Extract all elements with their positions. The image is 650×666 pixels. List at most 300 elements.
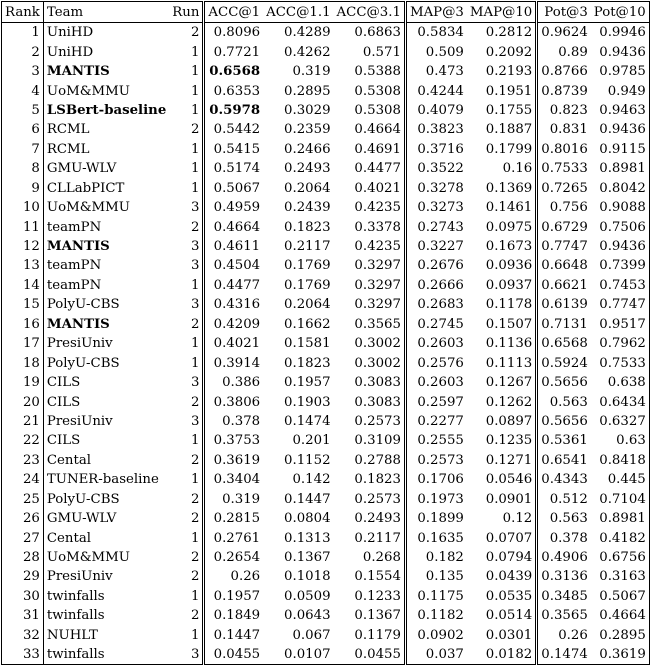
cell-run: 2: [169, 217, 204, 236]
cell-pot10: 0.8418: [591, 451, 649, 470]
cell-pot10: 0.6756: [591, 548, 649, 567]
results-table-body: [2, 23, 650, 665]
cell-run: 1: [169, 276, 204, 295]
cell-team: UniHD: [46, 25, 94, 41]
cell-team: teamPN: [46, 277, 102, 293]
cell-acc11: 0.2895: [284, 83, 331, 99]
cell-acc11: 0.201: [292, 433, 331, 449]
cell-run: 2: [169, 606, 204, 625]
cell-pot3: 0.3136: [537, 567, 591, 586]
cell-acc11: 0.142: [292, 472, 331, 488]
cell-acc1: 0.1849: [204, 606, 263, 625]
cell-map3: 0.2676: [405, 256, 466, 275]
cell-map10: 0.0439: [467, 567, 537, 586]
cell-team: RCML: [46, 141, 90, 157]
cell-pot10: 0.8981: [591, 159, 649, 178]
cell-pot10: 0.4664: [591, 606, 649, 625]
cell-acc1: 0.6353: [204, 81, 263, 100]
cell-pot10: 0.9517: [591, 315, 649, 334]
cell-acc1: 0.4959: [204, 198, 263, 217]
cell-map3: 0.3716: [405, 140, 466, 159]
cell-acc31: 0.2573: [334, 412, 406, 431]
cell-run: 1: [169, 353, 204, 372]
cell-acc31: 0.4477: [334, 159, 406, 178]
cell-map10: 0.2193: [467, 62, 537, 81]
cell-rank: 8: [2, 159, 44, 178]
cell-acc31: 0.3083: [334, 392, 406, 411]
cell-map10: 0.0897: [467, 412, 537, 431]
cell-acc1: 0.4209: [204, 315, 263, 334]
cell-map10: 0.1136: [467, 334, 537, 353]
cell-pot10: 0.7747: [591, 295, 649, 314]
cell-acc1: 0.3914: [204, 353, 263, 372]
cell-map10: 0.2092: [467, 42, 537, 61]
cell-run: 2: [169, 567, 204, 586]
cell-run: 1: [169, 140, 204, 159]
table-row: [2, 81, 650, 100]
cell-rank: 9: [2, 179, 44, 198]
table-row: [2, 276, 650, 295]
cell-acc31: 0.1233: [334, 587, 406, 606]
cell-pot3: 0.6648: [537, 256, 591, 275]
cell-run: 1: [169, 334, 204, 353]
cell-acc31: 0.3002: [334, 353, 406, 372]
cell-team: LSBert-baseline: [46, 102, 167, 118]
table-row: [2, 470, 650, 489]
cell-acc1: 0.386: [204, 373, 263, 392]
cell-team: PresiUniv: [46, 336, 113, 352]
table-row: [2, 548, 650, 567]
cell-acc1: 0.4504: [204, 256, 263, 275]
cell-acc31: 0.3297: [334, 295, 406, 314]
cell-rank: 32: [2, 626, 44, 645]
cell-acc31: 0.4235: [334, 237, 406, 256]
cell-map3: 0.3823: [405, 120, 466, 139]
cell-team: RCML: [46, 122, 90, 138]
cell-acc11: 0.0804: [284, 511, 331, 527]
cell-rank: 30: [2, 587, 44, 606]
table-row: [2, 451, 650, 470]
cell-map3: 0.037: [405, 645, 466, 665]
cell-run: 3: [169, 412, 204, 431]
cell-run: 1: [169, 587, 204, 606]
cell-team: teamPN: [46, 219, 102, 235]
cell-map3: 0.509: [405, 42, 466, 61]
cell-team: GMU-WLV: [46, 161, 117, 177]
cell-pot3: 0.5361: [537, 431, 591, 450]
cell-map3: 0.4244: [405, 81, 466, 100]
cell-map10: 0.1461: [467, 198, 537, 217]
cell-pot10: 0.9436: [591, 237, 649, 256]
cell-map3: 0.5834: [405, 23, 466, 43]
cell-map10: 0.0535: [467, 587, 537, 606]
cell-acc1: 0.3619: [204, 451, 263, 470]
cell-rank: 25: [2, 490, 44, 509]
table-row: [2, 101, 650, 120]
cell-run: 2: [169, 451, 204, 470]
cell-rank: 18: [2, 353, 44, 372]
cell-map10: 0.1113: [467, 353, 537, 372]
cell-team: CILS: [46, 433, 81, 449]
cell-pot10: 0.9088: [591, 198, 649, 217]
table-row: [2, 237, 650, 256]
cell-run: 1: [169, 159, 204, 178]
cell-map10: 0.16: [467, 159, 537, 178]
cell-rank: 2: [2, 42, 44, 61]
cell-map3: 0.3273: [405, 198, 466, 217]
table-row: [2, 353, 650, 372]
cell-run: 2: [169, 392, 204, 411]
cell-pot3: 0.8739: [537, 81, 591, 100]
cell-map10: 0.1507: [467, 315, 537, 334]
header-acc31: ACC@3.1: [334, 2, 406, 23]
cell-run: 1: [169, 42, 204, 61]
cell-map10: 0.1178: [467, 295, 537, 314]
cell-acc31: 0.3002: [334, 334, 406, 353]
cell-pot3: 0.7533: [537, 159, 591, 178]
cell-pot10: 0.9946: [591, 23, 649, 43]
table-row: [2, 159, 650, 178]
cell-acc11: 0.1769: [284, 258, 331, 274]
cell-pot3: 0.26: [537, 626, 591, 645]
cell-pot10: 0.9463: [591, 101, 649, 120]
cell-run: 3: [169, 237, 204, 256]
cell-acc1: 0.4611: [204, 237, 263, 256]
cell-team: MANTIS: [46, 239, 110, 255]
cell-pot10: 0.9436: [591, 120, 649, 139]
cell-pot10: 0.3163: [591, 567, 649, 586]
cell-map10: 0.1755: [467, 101, 537, 120]
cell-acc31: 0.0455: [334, 645, 406, 665]
cell-pot3: 0.6568: [537, 334, 591, 353]
table-row: [2, 567, 650, 586]
table-row: [2, 626, 650, 645]
cell-acc1: 0.319: [204, 490, 263, 509]
cell-rank: 4: [2, 81, 44, 100]
cell-map3: 0.1899: [405, 509, 466, 528]
cell-map10: 0.12: [467, 509, 537, 528]
cell-acc11: 0.1823: [284, 355, 331, 371]
cell-pot3: 0.563: [537, 509, 591, 528]
cell-pot3: 0.756: [537, 198, 591, 217]
cell-run: 1: [169, 81, 204, 100]
cell-pot3: 0.6621: [537, 276, 591, 295]
cell-acc11: 0.0509: [284, 588, 331, 604]
cell-pot3: 0.5924: [537, 353, 591, 372]
cell-acc1: 0.5174: [204, 159, 263, 178]
cell-pot3: 0.831: [537, 120, 591, 139]
cell-map10: 0.0901: [467, 490, 537, 509]
cell-acc11: 0.1367: [284, 550, 331, 566]
cell-pot3: 0.8766: [537, 62, 591, 81]
cell-acc31: 0.3565: [334, 315, 406, 334]
cell-run: 3: [169, 295, 204, 314]
cell-pot3: 0.5656: [537, 373, 591, 392]
cell-acc11: 0.1018: [284, 569, 331, 585]
cell-acc1: 0.3753: [204, 431, 263, 450]
cell-pot3: 0.823: [537, 101, 591, 120]
cell-rank: 33: [2, 645, 44, 665]
cell-pot3: 0.1474: [537, 645, 591, 665]
table-row: [2, 315, 650, 334]
cell-acc11: 0.2117: [284, 239, 331, 255]
cell-map10: 0.1799: [467, 140, 537, 159]
cell-team: UoM&MMU: [46, 550, 130, 566]
cell-map3: 0.2745: [405, 315, 466, 334]
cell-team: NUHLT: [46, 627, 98, 643]
cell-team: UoM&MMU: [46, 83, 130, 99]
cell-map3: 0.1973: [405, 490, 466, 509]
table-row: [2, 645, 650, 665]
cell-map3: 0.2555: [405, 431, 466, 450]
cell-team: teamPN: [46, 258, 102, 274]
cell-acc1: 0.5415: [204, 140, 263, 159]
cell-pot3: 0.3485: [537, 587, 591, 606]
cell-pot3: 0.7131: [537, 315, 591, 334]
cell-map10: 0.1951: [467, 81, 537, 100]
cell-pot3: 0.4343: [537, 470, 591, 489]
table-row: [2, 392, 650, 411]
cell-rank: 22: [2, 431, 44, 450]
cell-team: PolyU-CBS: [46, 297, 120, 313]
cell-run: 1: [169, 470, 204, 489]
table-row: [2, 490, 650, 509]
header-team: Team: [43, 2, 169, 23]
table-row: [2, 179, 650, 198]
cell-rank: 6: [2, 120, 44, 139]
cell-map3: 0.2603: [405, 373, 466, 392]
cell-acc11: 0.2064: [284, 297, 331, 313]
cell-map10: 0.0707: [467, 528, 537, 547]
table-row: [2, 587, 650, 606]
cell-rank: 17: [2, 334, 44, 353]
cell-rank: 29: [2, 567, 44, 586]
cell-pot3: 0.4906: [537, 548, 591, 567]
cell-acc11: 0.2359: [284, 122, 331, 138]
cell-pot10: 0.8042: [591, 179, 649, 198]
cell-map10: 0.0514: [467, 606, 537, 625]
cell-team: Cental: [46, 452, 92, 468]
cell-pot10: 0.2895: [591, 626, 649, 645]
cell-acc1: 0.8096: [204, 23, 263, 43]
cell-rank: 5: [2, 101, 44, 120]
cell-map10: 0.1369: [467, 179, 537, 198]
cell-team: GMU-WLV: [46, 511, 117, 527]
cell-run: 2: [169, 315, 204, 334]
cell-acc31: 0.5388: [334, 62, 406, 81]
header-acc11: ACC@1.1: [263, 2, 333, 23]
cell-acc31: 0.3297: [334, 256, 406, 275]
cell-map10: 0.0936: [467, 256, 537, 275]
cell-pot10: 0.7453: [591, 276, 649, 295]
cell-acc31: 0.5308: [334, 81, 406, 100]
table-row: [2, 140, 650, 159]
cell-team: PolyU-CBS: [46, 355, 120, 371]
cell-run: 3: [169, 256, 204, 275]
cell-acc1: 0.6568: [204, 62, 263, 81]
cell-acc1: 0.2815: [204, 509, 263, 528]
table-row: [2, 217, 650, 236]
table-row: [2, 295, 650, 314]
header-pot10: Pot@10: [591, 2, 649, 23]
cell-run: 2: [169, 548, 204, 567]
cell-rank: 24: [2, 470, 44, 489]
cell-acc1: 0.3806: [204, 392, 263, 411]
cell-rank: 3: [2, 62, 44, 81]
cell-acc11: 0.2466: [284, 141, 331, 157]
cell-pot10: 0.7533: [591, 353, 649, 372]
cell-map10: 0.1887: [467, 120, 537, 139]
cell-pot10: 0.9115: [591, 140, 649, 159]
cell-map3: 0.2603: [405, 334, 466, 353]
cell-run: 2: [169, 23, 204, 43]
cell-map3: 0.2597: [405, 392, 466, 411]
cell-rank: 13: [2, 256, 44, 275]
cell-acc11: 0.1581: [284, 336, 331, 352]
cell-map3: 0.0902: [405, 626, 466, 645]
cell-team: PolyU-CBS: [46, 491, 120, 507]
cell-acc31: 0.1554: [334, 567, 406, 586]
cell-acc11: 0.2064: [284, 180, 331, 196]
cell-acc31: 0.3083: [334, 373, 406, 392]
cell-map3: 0.2683: [405, 295, 466, 314]
cell-acc11: 0.4289: [284, 25, 331, 41]
cell-run: 1: [169, 431, 204, 450]
cell-map3: 0.473: [405, 62, 466, 81]
cell-acc31: 0.268: [334, 548, 406, 567]
table-row: [2, 198, 650, 217]
table-row: [2, 62, 650, 81]
table-row: [2, 23, 650, 43]
cell-acc31: 0.2493: [334, 509, 406, 528]
cell-pot10: 0.5067: [591, 587, 649, 606]
cell-pot3: 0.563: [537, 392, 591, 411]
cell-map3: 0.1706: [405, 470, 466, 489]
cell-rank: 11: [2, 217, 44, 236]
cell-acc11: 0.0107: [263, 645, 333, 665]
cell-acc11: 0.1152: [284, 452, 331, 468]
cell-map10: 0.1673: [467, 237, 537, 256]
cell-run: 2: [169, 120, 204, 139]
table-row: [2, 412, 650, 431]
cell-acc1: 0.2654: [204, 548, 263, 567]
cell-pot3: 0.7265: [537, 179, 591, 198]
cell-acc1: 0.4316: [204, 295, 263, 314]
cell-pot10: 0.7962: [591, 334, 649, 353]
cell-pot10: 0.9785: [591, 62, 649, 81]
header-run: Run: [169, 2, 204, 23]
cell-pot3: 0.378: [537, 528, 591, 547]
table-row: [2, 431, 650, 450]
cell-map10: 0.0975: [467, 217, 537, 236]
cell-acc31: 0.4235: [334, 198, 406, 217]
cell-run: 1: [169, 62, 204, 81]
cell-map3: 0.1175: [405, 587, 466, 606]
table-row: [2, 606, 650, 625]
cell-acc31: 0.3109: [334, 431, 406, 450]
cell-acc1: 0.5067: [204, 179, 263, 198]
cell-map10: 0.0301: [467, 626, 537, 645]
cell-pot10: 0.7104: [591, 490, 649, 509]
cell-acc31: 0.2573: [334, 490, 406, 509]
cell-acc11: 0.1823: [284, 219, 331, 235]
cell-acc1: 0.4021: [204, 334, 263, 353]
cell-rank: 26: [2, 509, 44, 528]
cell-map3: 0.2743: [405, 217, 466, 236]
cell-team: PresiUniv: [46, 569, 113, 585]
cell-rank: 28: [2, 548, 44, 567]
cell-pot10: 0.949: [591, 81, 649, 100]
cell-team: UoM&MMU: [46, 200, 130, 216]
cell-acc31: 0.5308: [334, 101, 406, 120]
cell-acc1: 0.7721: [204, 42, 263, 61]
cell-acc11: 0.4262: [284, 44, 331, 60]
header-map10: MAP@10: [467, 2, 537, 23]
cell-map10: 0.1235: [467, 431, 537, 450]
cell-pot10: 0.638: [591, 373, 649, 392]
table-row: [2, 334, 650, 353]
cell-run: 2: [169, 509, 204, 528]
cell-acc1: 0.4664: [204, 217, 263, 236]
cell-pot3: 0.6139: [537, 295, 591, 314]
cell-pot3: 0.6541: [537, 451, 591, 470]
cell-rank: 27: [2, 528, 44, 547]
cell-pot3: 0.5656: [537, 412, 591, 431]
cell-map3: 0.2573: [405, 451, 466, 470]
cell-pot3: 0.8016: [537, 140, 591, 159]
cell-acc1: 0.4477: [204, 276, 263, 295]
cell-team: twinfalls: [46, 608, 105, 624]
table-row: [2, 528, 650, 547]
cell-acc11: 0.2493: [284, 161, 331, 177]
cell-run: 3: [169, 645, 204, 665]
cell-acc31: 0.2788: [334, 451, 406, 470]
cell-acc31: 0.1179: [334, 626, 406, 645]
header-pot3: Pot@3: [537, 2, 591, 23]
cell-map3: 0.4079: [405, 101, 466, 120]
cell-team: Cental: [46, 530, 92, 546]
cell-rank: 16: [2, 315, 44, 334]
cell-pot3: 0.6729: [537, 217, 591, 236]
cell-map10: 0.1271: [467, 451, 537, 470]
cell-acc31: 0.4664: [334, 120, 406, 139]
cell-acc1: 0.5442: [204, 120, 263, 139]
header-acc1: ACC@1: [204, 2, 263, 23]
cell-map3: 0.1182: [405, 606, 466, 625]
cell-run: 3: [169, 198, 204, 217]
cell-map10: 0.1267: [467, 373, 537, 392]
cell-map10: 0.2812: [467, 23, 537, 43]
cell-map3: 0.3278: [405, 179, 466, 198]
cell-acc11: 0.1957: [284, 375, 331, 391]
cell-pot3: 0.9624: [537, 23, 591, 43]
cell-map10: 0.1262: [467, 392, 537, 411]
cell-acc31: 0.4021: [334, 179, 406, 198]
cell-acc31: 0.571: [334, 42, 406, 61]
cell-pot3: 0.89: [537, 42, 591, 61]
cell-team: twinfalls: [43, 645, 169, 665]
cell-pot10: 0.4182: [591, 528, 649, 547]
table-row: [2, 42, 650, 61]
cell-map10: 0.0794: [467, 548, 537, 567]
cell-team: TUNER-baseline: [46, 472, 159, 488]
cell-acc11: 0.067: [292, 627, 331, 643]
header-map3: MAP@3: [405, 2, 466, 23]
cell-acc31: 0.1823: [334, 470, 406, 489]
cell-run: 3: [169, 373, 204, 392]
cell-rank: 14: [2, 276, 44, 295]
cell-acc1: 0.3404: [204, 470, 263, 489]
